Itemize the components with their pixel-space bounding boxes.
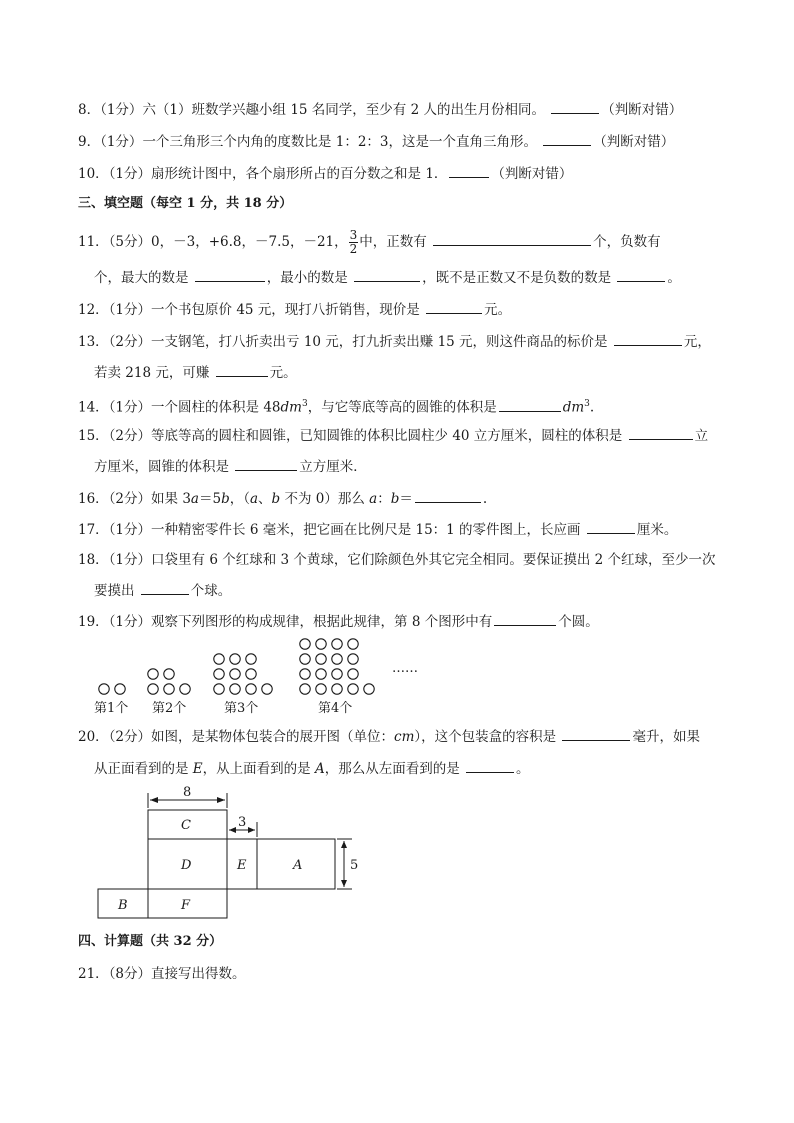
answer-blank[interactable] [499, 397, 561, 412]
question-15: 15．（2分）等底等高的圆柱和圆锥，已知圆锥的体积比圆柱少 40 立方厘米，圆柱的体积是 立 [78, 425, 708, 446]
face-c [148, 810, 227, 839]
pattern-circle [332, 684, 342, 694]
question-16: 16．（2分）如果 3a＝5b，（a、b 不为 0）那么 a：b＝ . [78, 488, 487, 509]
pattern-circle [214, 684, 224, 694]
label-a: A [293, 858, 303, 873]
answer-blank[interactable] [354, 267, 420, 282]
question-19: 19．（1分）观察下列图形的构成规律，根据此规律，第 8 个图形中有 个圆。 [78, 611, 599, 632]
answer-blank[interactable] [216, 362, 268, 377]
answer-blank[interactable] [562, 726, 630, 741]
caption-2: 第2个 [152, 701, 187, 716]
answer-blank[interactable] [433, 231, 591, 246]
pattern-circle [316, 684, 326, 694]
fraction: $\frac{3}{2}$ [349, 228, 358, 256]
caption-3: 第3个 [224, 701, 259, 716]
question-8: 8．（1分）六（1）班数学兴趣小组 15 名同学，至少有 2 人的出生月份相同。 （判断对错） [78, 99, 682, 120]
label-d: D [181, 858, 192, 873]
question-12: 12．（1分）一个书包原价 45 元，现打八折销售，现价是 元。 [78, 299, 511, 320]
pattern-circle [262, 684, 272, 694]
label-b: B [118, 898, 128, 913]
pattern-circle [214, 669, 224, 679]
face-e [227, 839, 257, 889]
answer-blank[interactable] [415, 488, 481, 503]
pattern-circle [246, 669, 256, 679]
pattern-circle [332, 669, 342, 679]
question-18-cont: 要摸出 个球。 [94, 580, 231, 601]
answer-blank[interactable] [587, 519, 635, 534]
pattern-circle [164, 684, 174, 694]
ellipsis: …… [392, 661, 418, 676]
pattern-circle [99, 684, 109, 694]
dim-label-5: 5 [350, 858, 359, 873]
question-18: 18．（1分）口袋里有 6 个红球和 3 个黄球，它们除颜色外其它完全相同。要保证摸出 2 个红球，至少一次 [78, 552, 716, 568]
caption-4: 第4个 [318, 701, 353, 716]
label-e: E [237, 858, 247, 873]
answer-blank[interactable] [551, 99, 599, 114]
question-11: 11．（5分）0，－3，+6.8，－7.5，－21， $\frac{3}{2}$ 中，正数有 个，负数有 [78, 228, 661, 256]
answer-blank[interactable] [617, 267, 665, 282]
pattern-circle [300, 684, 310, 694]
circle-pattern [99, 639, 374, 694]
pattern-circle [164, 669, 174, 679]
question-15-cont: 方厘米，圆锥的体积是 立方厘米． [94, 456, 367, 477]
answer-blank[interactable] [494, 611, 556, 626]
answer-blank[interactable] [543, 131, 591, 146]
pattern-circle [246, 684, 256, 694]
answer-blank[interactable] [614, 331, 682, 346]
question-20-cont: 从正面看到的是 E，从上面看到的是 A，那么从左面看到的是 。 [94, 758, 530, 779]
question-9: 9．（1分）一个三角形三个内角的度数比是 1：2：3，这是一个直角三角形。 （判断对错） [78, 131, 674, 152]
question-20: 20．（2分）如图，是某物体包装合的展开图（单位：cm），这个包装盒的容积是 毫升，如果 [78, 726, 700, 747]
caption-1: 第1个 [94, 701, 129, 716]
face-a [257, 839, 335, 889]
face-f [148, 889, 227, 918]
pattern-circle [230, 684, 240, 694]
question-13: 13．（2分）一支钢笔，打八折卖出亏 10 元，打九折卖出赚 15 元，则这件商品的标价是 元， [78, 331, 711, 352]
pattern-circle [332, 639, 342, 649]
pattern-circle [300, 639, 310, 649]
section-4-heading: 四、计算题（共 32 分） [78, 934, 223, 949]
pattern-circle [316, 654, 326, 664]
answer-blank[interactable] [449, 163, 489, 178]
question-21: 21．（8分）直接写出得数。 [78, 966, 246, 982]
pattern-circle [348, 654, 358, 664]
label-c: C [181, 818, 191, 833]
face-b [98, 889, 148, 918]
question-17: 17．（1分）一种精密零件长 6 毫米，把它画在比例尺是 15：1 的零件图上，长应画 厘米。 [78, 519, 677, 540]
dim-label-8: 8 [183, 785, 192, 800]
pattern-circle [148, 684, 158, 694]
pattern-circle [316, 669, 326, 679]
answer-blank[interactable] [629, 425, 693, 440]
answer-blank[interactable] [426, 299, 482, 314]
pattern-circle [348, 639, 358, 649]
section-3-heading: 三、填空题（每空 1 分，共 18 分） [78, 196, 293, 211]
pattern-circle [230, 654, 240, 664]
question-13-cont: 若卖 218 元，可赚 元。 [94, 362, 297, 383]
pattern-circle [180, 684, 190, 694]
pattern-circle [300, 654, 310, 664]
pattern-circle [246, 654, 256, 664]
question-10: 10．（1分）扇形统计图中，各个扇形所占的百分数之和是 1． （判断对错） [78, 163, 572, 184]
pattern-circle [348, 669, 358, 679]
question-14: 14．（1分）一个圆柱的体积是 $48dm^3$，与它等底等高的圆锥的体积是 $dm^3$. [78, 394, 594, 418]
pattern-circle [214, 654, 224, 664]
pattern-circle [230, 669, 240, 679]
pattern-circle [316, 639, 326, 649]
answer-blank[interactable] [141, 580, 189, 595]
answer-blank[interactable] [235, 456, 297, 471]
answer-blank[interactable] [195, 267, 265, 282]
question-11-cont: 个，最大的数是 ，最小的数是 ，既不是正数又不是负数的数是 。 [94, 267, 681, 288]
pattern-circle [300, 669, 310, 679]
label-f: F [181, 898, 191, 913]
pattern-circle [364, 684, 374, 694]
face-d [148, 839, 227, 889]
dim-label-3: 3 [238, 815, 247, 830]
pattern-circle [348, 684, 358, 694]
pattern-circle [115, 684, 125, 694]
pattern-circle [332, 654, 342, 664]
answer-blank[interactable] [466, 758, 514, 773]
pattern-circle [148, 669, 158, 679]
